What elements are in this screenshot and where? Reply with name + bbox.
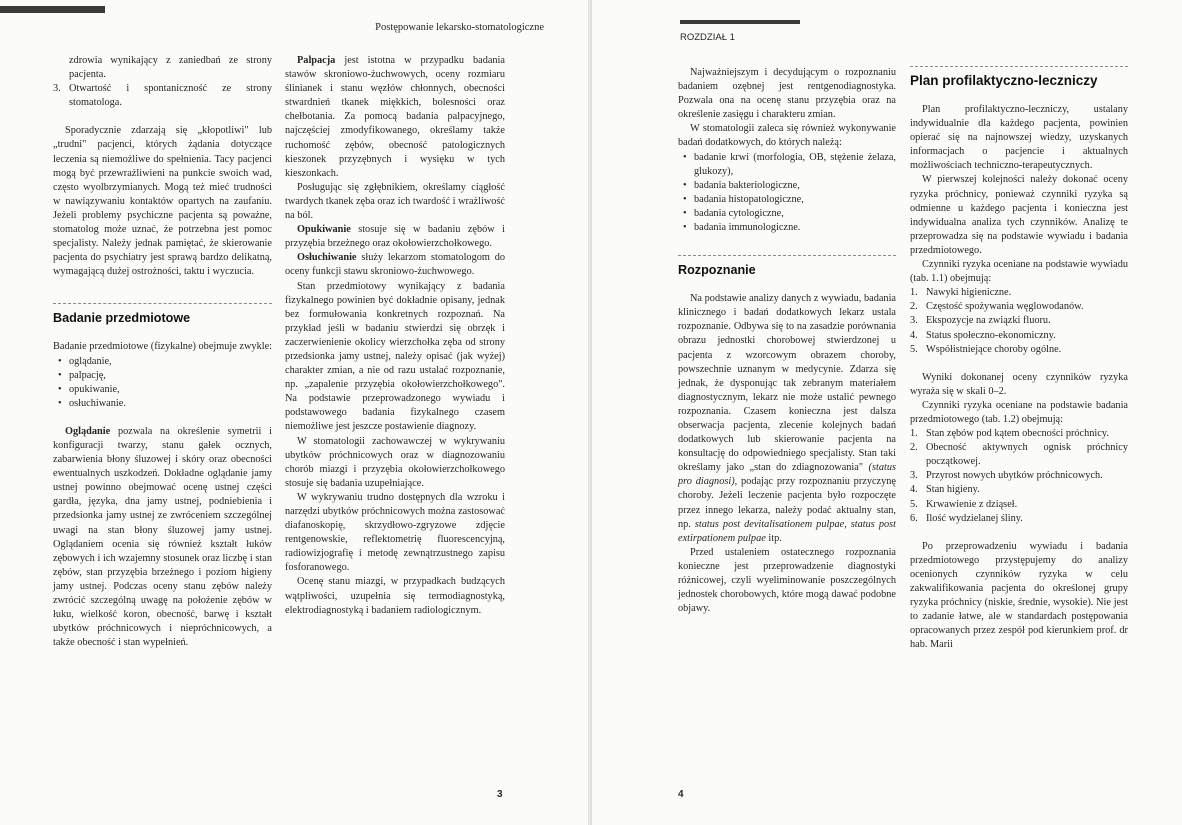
- left-column-1: [53, 54, 272, 650]
- list-item: • badania cytologiczne,: [694, 207, 896, 221]
- list-item: • badania histopatologiczne,: [694, 193, 896, 207]
- paragraph: Ocenę stanu miazgi, w przypadkach budzących wątpliwości, uzupełnia się termodiagnostyką, elektrodiagnostyką i badaniem radiologicznym.: [285, 576, 505, 616]
- paragraph: Stan przedmiotowy wynikający z badania fizykalnego powinien być dokładnie opisany, jednak bez formułowania konkretnych rozpoznań. Na przykład jeśli w badaniu stwierdzi się obrzęk i zaczerwienienie okolicy wierzchołka zęba od strony przedsionka jamy ustnej, należy opisać (jak wyżej) charakter zmian, a nie od razu ustalać rozpoznanie, np. „zapalenie przyzębia okołowierzchołkowego". Na podstawie przeprowadzonego wywiadu i podstawowego badania fizykalnego czasem niemożliwe jest jeszcze postawienie diagnozy.: [285, 280, 505, 433]
- paragraph: Czynniki ryzyka oceniane na podstawie badania przedmiotowego (tab. 1.2) obejmują:: [910, 399, 1128, 425]
- paragraph: W stomatologii zachowawczej w wykrywaniu ubytków próchnicowych oraz w diagnozowaniu chorób miazgi i przyzębia okołowierzchołkowego stosuje się badania uzupełniające.: [285, 435, 505, 489]
- page-number: 4: [678, 789, 684, 800]
- running-header: Postępowanie lekarsko-stomatologiczne: [375, 22, 544, 33]
- paragraph: Sporadycznie zdarzają się „kłopotliwi" lub „trudni" pacjenci, których żądania dotyczące leczenia są niemożliwe do spełnienia. Tacy pacjenci mogą być przewrażliwieni na punkcie swoich wad, często wyolbrzymianych. Mogą też mieć trudności w nawiązywaniu kontaktów opartych na zaufaniu. Jeżeli problemy psychiczne pacjenta są poważne, stomatolog może uznać, że potrzebna jest pomoc specjalisty. Należy jednak pamiętać, że skierowanie pacjenta do psychiatry jest sprawą bardzo delikatną, wymagającą dużej ostrożności, taktu i wyczucia.: [53, 125, 272, 278]
- list-item: 6. Ilość wydzielanej śliny.: [910, 512, 1023, 524]
- left-column-2: [285, 54, 505, 618]
- right-column-1: [678, 66, 896, 616]
- paragraph: Na podstawie analizy danych z wywiadu, badania klinicznego i badań dodatkowych lekarz ustala rozpoznanie. Odbywa się to na zasadzie porównania obrazu jednostki chorobowej stwierdzonej u pacjenta z wzorcowym obrazem choroby, powszechnie uznanym w medycynie. Zdarza się jednak, że dysponując tak zebranym materiałem diagnostycznym, lekarz nie może ustalić pewnego rozpoznania. Czasem konieczna jest dalsza obserwacja pacjenta, zlecenie kolejnych badań dodatkowych lub skierowanie pacjenta na konsultację do odpowiedniego specjalisty. Stan taki określamy jako „stan do zdiagnozowania" (status pro diagnosi), podając przy rozpoznaniu przyczynę choroby. Jeżeli leczenie pacjenta było rozpoczęte przez innego lekarza, należy podać aktualny stan, np. status post devitalisationem pulpae, status post extirpationem pulpae itp.: [678, 293, 896, 544]
- bullet-list: [678, 151, 896, 236]
- page-number: 3: [497, 789, 503, 800]
- list-item: • oglądanie,: [69, 355, 272, 369]
- list-item: 1. Nawyki higieniczne.: [910, 287, 1012, 299]
- numbered-list: [910, 427, 1128, 526]
- paragraph: Osłuchiwanie służy lekarzom stomatologom do oceny funkcji stawu skroniowo-żuchwowego.: [285, 252, 505, 278]
- list-item: • opukiwanie,: [69, 383, 272, 397]
- paragraph: Najważniejszym i decydującym o rozpoznaniu badaniem ozębnej jest rentgenodiagnostyka. Pozwala ona na ocenę stanu przyzębia oraz na określenie zasięgu i charakteru zmian.: [678, 67, 896, 121]
- right-page: [592, 0, 1182, 825]
- paragraph: W pierwszej kolejności należy dokonać oceny ryzyka próchnicy, ponieważ czynniki ryzyka są odmienne u każdego pacjenta i konieczna jest indywidualna analiza tych czynników. Analizę te przeprowadza się na podstawie wywiadu i badania przedmiotowego.: [910, 174, 1128, 256]
- bullet-list: [53, 355, 272, 411]
- right-column-2: [910, 66, 1128, 652]
- list-item: 5. Współistniejące choroby ogólne.: [910, 343, 1062, 355]
- list-item: 2. Częstość spożywania węglowodanów.: [910, 301, 1084, 313]
- paragraph: Przed ustaleniem ostatecznego rozpoznania konieczne jest przeprowadzenie diagnostyki różnicowej, czyli wyeliminowanie poszczególnych jednostek chorobowych, które mogą dawać podobne objawy.: [678, 546, 896, 615]
- paragraph: Po przeprowadzeniu wywiadu i badania przedmiotowego przystępujemy do analizy ocenionych czynników ryzyka w celu zakwalifikowania pacjenta do określonej grupy ryzyka próchnicy (niskie, średnie, wysokie). Nie jest to zadanie łatwe, ale w standardach postępowania opracowanych przez zespół pod kierunkiem prof. dr hab. Marii: [910, 540, 1128, 651]
- left-page: [0, 0, 588, 825]
- header-bar: [680, 20, 800, 24]
- numbered-list: [53, 82, 272, 110]
- section-heading: Badanie przedmiotowe: [53, 303, 272, 326]
- list-item: 3. Przyrost nowych ubytków próchnicowych.: [910, 470, 1103, 482]
- header-bar: [0, 6, 105, 13]
- list-item: 2. Obecność aktywnych ognisk próchnicy początkowej.: [910, 442, 1128, 468]
- paragraph: W wykrywaniu trudno dostępnych dla wzroku i narzędzi ubytków próchnicowych można zastosować diafanoskopię, skrzydłowo-zgryzowe zdjęcie rentgenowskie, reflektometrię fluorescencyjną, radiowizjografię i metodę zewnątrzustnego zapisu fosforanowego.: [285, 491, 505, 574]
- chapter-header: ROZDZIAŁ 1: [680, 32, 735, 43]
- list-item: • badania bakteriologiczne,: [694, 179, 896, 193]
- list-item: 5. Krwawienie z dziąseł.: [910, 498, 1018, 510]
- paragraph: W stomatologii zaleca się również wykonywanie badań dodatkowych, do których należą:: [678, 123, 896, 149]
- list-item: 4. Stan higieny.: [910, 484, 980, 496]
- paragraph: Palpacja jest istotna w przypadku badania stawów skroniowo-żuchwowych, oceny rozmiaru ślinianek i stanu węzłów chłonnych, obecności stwardnień tkanek miękkich, bolesności oraz chełbotania. Za pomocą badania palpacyjnego, najczęściej zmodyfikowanego, określamy także ruchomość zębów, obecność patologicznych kieszonek przyzębnych i wysięku w tych kieszonkach.: [285, 55, 505, 179]
- list-item: • badania immunologiczne.: [694, 221, 896, 235]
- paragraph: zdrowia wynikający z zaniedbań ze strony pacjenta.: [69, 55, 272, 81]
- list-item: 3. Otwartość i spontaniczność ze strony stomatologa.: [53, 83, 272, 109]
- list-item: • osłuchiwanie.: [69, 397, 272, 411]
- numbered-list: [910, 286, 1128, 356]
- paragraph: Plan profilaktyczno-leczniczy, ustalany indywidualnie dla każdego pacjenta, powinien opierać się na najnowszej wiedzy, uzyskanych informacjach o pacjencie i aktualnych możliwościach techniczno-terapeutycznych.: [910, 104, 1128, 172]
- paragraph: Badanie przedmiotowe (fizykalne) obejmuje zwykle:: [53, 341, 273, 353]
- paragraph: Opukiwanie stosuje się w badaniu zębów i przyzębia brzeżnego oraz okołowierzchołkowego.: [285, 224, 505, 250]
- list-item: 1. Stan zębów pod kątem obecności próchnicy.: [910, 428, 1109, 440]
- paragraph: Czynniki ryzyka oceniane na podstawie wywiadu (tab. 1.1) obejmują:: [910, 259, 1128, 285]
- paragraph: Oglądanie pozwala na określenie symetrii i konfiguracji twarzy, stanu gałek ocznych, zabarwienia błony śluzowej i skóry oraz obecności ewentualnych uszkodzeń. Dokładne oglądanie jamy ustnej powinno obejmować ocenę ustnej części gardła, języka, dna jamy ustnej, podniebienia i przedsionka jamy ustnej ze zwróceniem szczególnej uwagi na stan błony śluzowej jamy ustnej. Oglądaniem ocenia się również kształt łuków zębowych i ich wzajemny stosunek oraz liczbę i stan zębów, stan przyzębia brzeżnego i poziom higieny jamy ustnej. Podczas oceny stanu zębów należy zwrócić szczególną uwagę na położenie zębów w łuku, wielkość koron, obecność, barwę i kształt ubytków próchnicowych i niepróchnicowych, a także obecność i stan wypełnień.: [53, 425, 272, 649]
- list-item: • palpację,: [69, 369, 272, 383]
- list-item: • badanie krwi (morfologia, OB, stężenie żelaza, glukozy),: [694, 151, 896, 179]
- paragraph: Wyniki dokonanej oceny czynników ryzyka wyraża się w skali 0–2.: [910, 371, 1128, 397]
- section-heading: Plan profilaktyczno-leczniczy: [910, 66, 1128, 89]
- section-heading: Rozpoznanie: [678, 255, 896, 278]
- paragraph: Posługując się zgłębnikiem, określamy ciągłość twardych tkanek zęba oraz ich twardość i wrażliwość na ból.: [285, 181, 505, 222]
- list-item: 4. Status społeczno-ekonomiczny.: [910, 329, 1056, 341]
- list-item: 3. Ekspozycje na związki fluoru.: [910, 315, 1051, 327]
